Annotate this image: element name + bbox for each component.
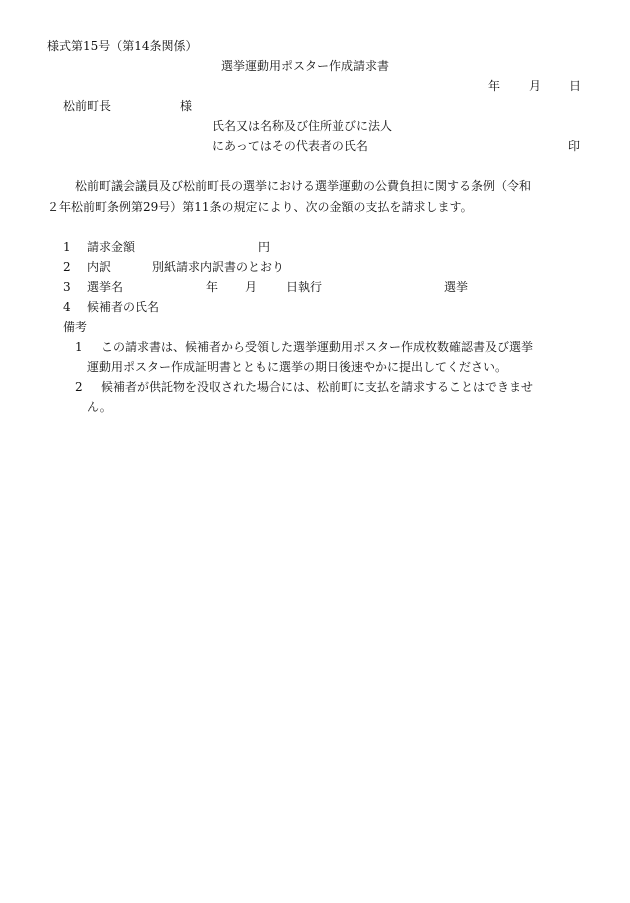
item-3-month-label: 月 [245, 280, 258, 294]
body-text-line2: ２年松前町条例第29号）第11条の規定により、次の金額の支払を請求します。 [47, 200, 473, 214]
form-title: 選挙運動用ポスター作成請求書 [221, 59, 390, 73]
item-1-value: 円 [258, 240, 271, 254]
item-2-number: 2 [63, 260, 71, 274]
item-3-day-exec-label: 日執行 [286, 280, 323, 294]
note-2-line1: 候補者が供託物を没収された場合には、松前町に支払を請求することはできませ [101, 380, 534, 394]
item-3-number: 3 [63, 280, 71, 294]
item-3-label: 選挙名 [87, 280, 124, 294]
item-1-number: 1 [63, 240, 71, 254]
body-text-line1: 松前町議会議員及び松前町長の選挙における選挙運動の公費負担に関する条例（令和 [75, 179, 532, 193]
note-1-line1: この請求書は、候補者から受領した選挙運動用ポスター作成枚数確認書及び選挙 [101, 340, 534, 354]
note-2-number: 2 [75, 380, 83, 394]
item-1-label: 請求金額 [87, 240, 136, 254]
date-month-label: 月 [529, 79, 542, 93]
form-number: 様式第15号（第14条関係） [47, 39, 198, 53]
item-4-number: 4 [63, 300, 71, 314]
note-1-line2: 運動用ポスター作成証明書とともに選挙の期日後速やかに提出してください。 [87, 360, 508, 374]
claimant-label-line2: にあってはその代表者の氏名 [212, 139, 368, 153]
seal-mark: 印 [568, 139, 581, 153]
item-4-label: 候補者の氏名 [87, 300, 160, 314]
item-3-year-label: 年 [206, 280, 219, 294]
item-3-election-label: 選挙 [444, 280, 469, 294]
item-2-value: 別紙請求内訳書のとおり [152, 260, 285, 274]
note-1-number: 1 [75, 340, 83, 354]
notes-heading: 備考 [63, 320, 88, 334]
addressee-honorific: 様 [180, 99, 193, 113]
note-2-line2: ん。 [87, 400, 112, 414]
date-year-label: 年 [488, 79, 501, 93]
date-day-label: 日 [569, 79, 582, 93]
addressee-name: 松前町長 [63, 99, 112, 113]
item-2-label: 内訳 [87, 260, 112, 274]
claimant-label-line1: 氏名又は名称及び住所並びに法人 [212, 119, 393, 133]
